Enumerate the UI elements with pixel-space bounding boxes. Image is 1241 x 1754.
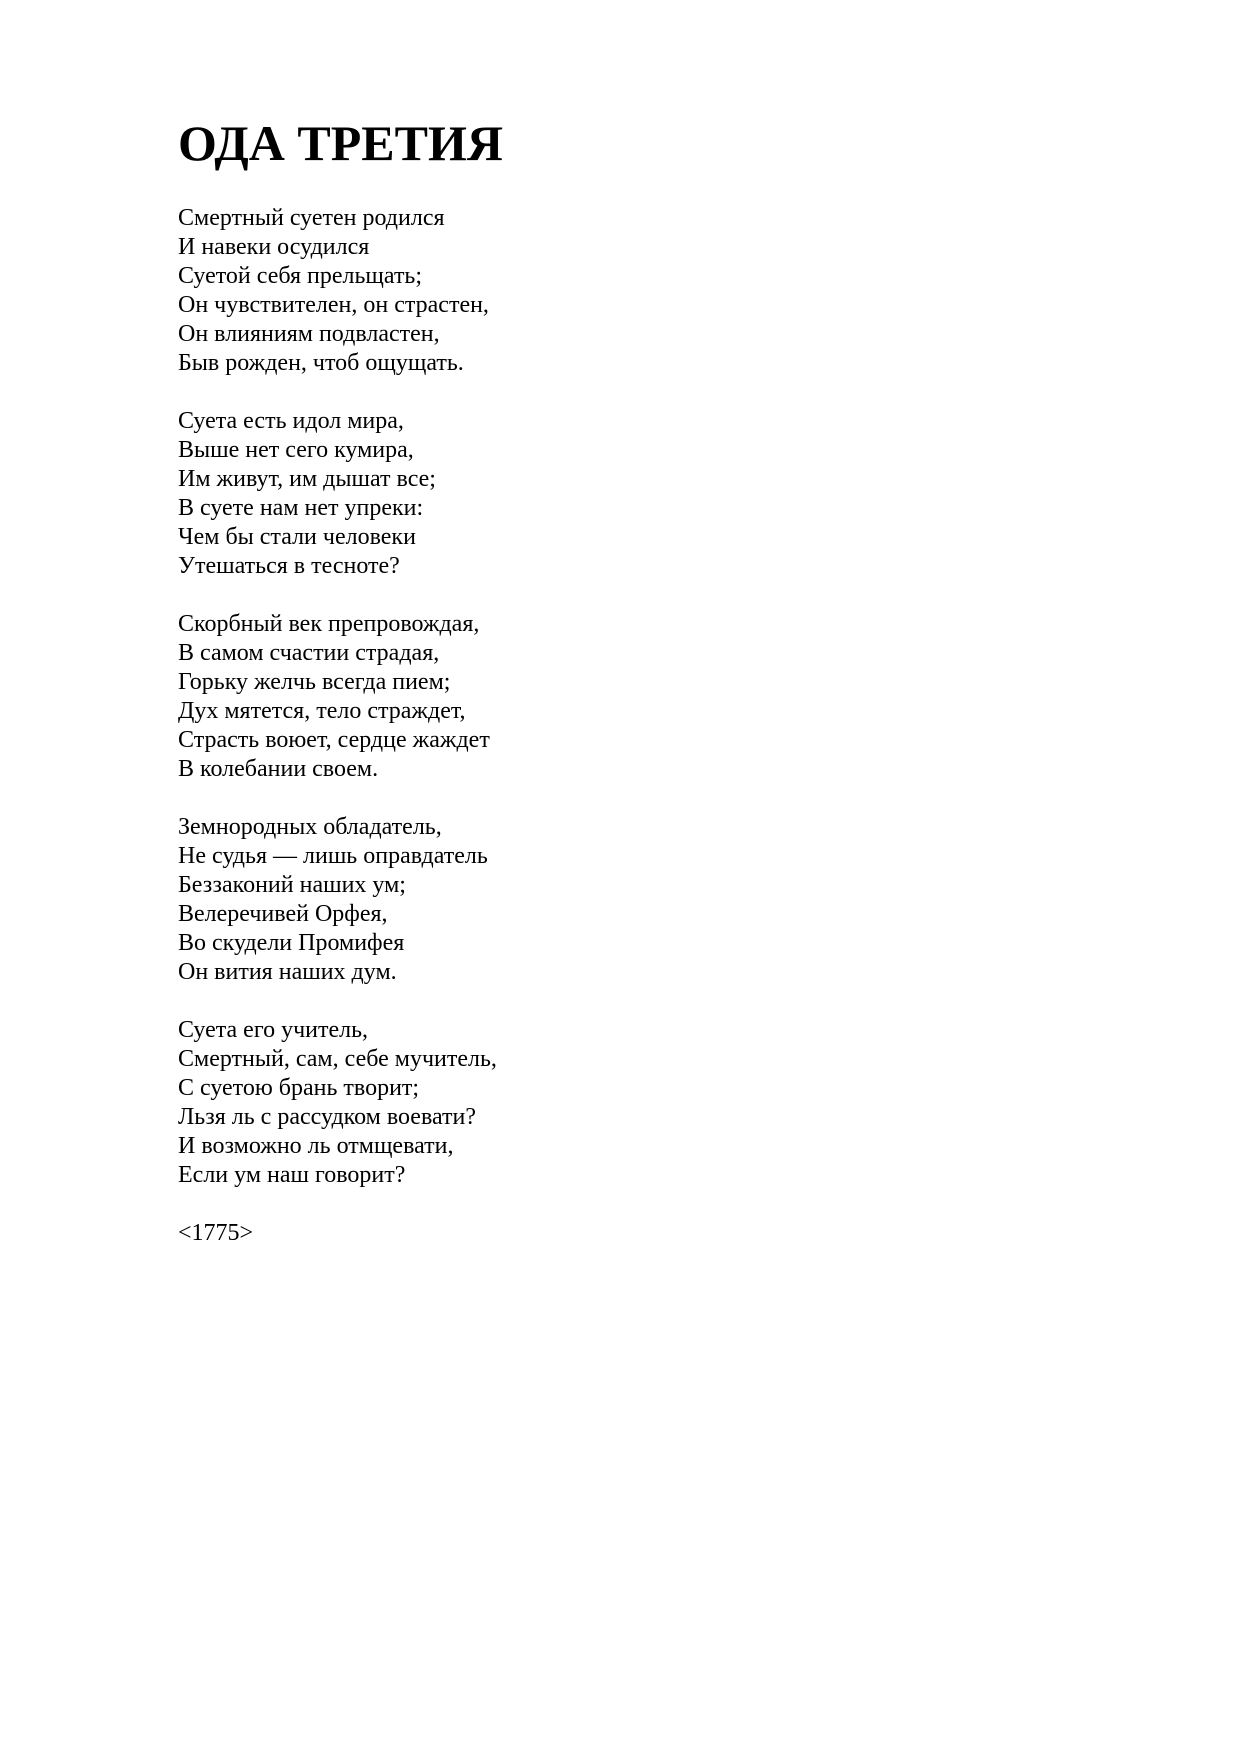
poem-line: Суета его учитель, — [178, 1017, 369, 1043]
poem-line: Им живут, им дышат все; — [178, 466, 436, 492]
poem-line: Беззаконий наших ум; — [178, 872, 406, 898]
poem-line: Суетой себя прельщать; — [178, 263, 423, 289]
poem-line: Он чувствителен, он страстен, — [178, 292, 489, 318]
poem-line: Выше нет сего кумира, — [178, 437, 414, 463]
poem-line: В суете нам нет упреки: — [178, 495, 424, 521]
poem-line: Дух мятется, тело страждет, — [178, 698, 466, 724]
poem-line: И возможно ль отмщевати, — [178, 1133, 454, 1159]
poem-line: Страсть воюет, сердце жаждет — [178, 727, 490, 753]
poem-line: И навеки осудился — [178, 234, 370, 260]
poem-line: Земнородных обладатель, — [178, 814, 442, 840]
poem-line: В самом счастии страдая, — [178, 640, 440, 666]
poem-line: Он влияниям подвластен, — [178, 321, 440, 347]
poem-line: Горьку желчь всегда пием; — [178, 669, 451, 695]
stanza-4 — [178, 813, 488, 987]
stanza-5 — [178, 1016, 497, 1190]
poem-line: С суетою брань творит; — [178, 1075, 420, 1101]
poem-line: Во скудели Промифея — [178, 930, 405, 956]
poem-line: Не судья — лишь оправдатель — [178, 843, 488, 869]
poem-line: В колебании своем. — [178, 756, 379, 782]
poem-line: Смертный суетен родился — [178, 205, 445, 231]
stanza-1 — [178, 204, 489, 378]
poem-line: Он вития наших дум. — [178, 959, 397, 985]
poem-line: Скорбный век препровождая, — [178, 611, 480, 637]
poem-title: ОДА ТРЕТИЯ — [178, 115, 503, 171]
poem-line: Утешаться в тесноте? — [178, 553, 400, 579]
poem-line: Быв рожден, чтоб ощущать. — [178, 350, 464, 376]
poem-line: Если ум наш говорит? — [178, 1162, 406, 1188]
poem-line: Велеречивей Орфея, — [178, 901, 388, 927]
poem-line: Льзя ль с рассудком воевати? — [178, 1104, 476, 1130]
poem-line: Смертный, сам, себе мучитель, — [178, 1046, 497, 1072]
stanza-2 — [178, 407, 436, 581]
poem-line: Суета есть идол мира, — [178, 408, 404, 434]
poem-date: <1775> — [178, 1220, 254, 1246]
poem-line: Чем бы стали человеки — [178, 524, 416, 550]
stanza-3 — [178, 610, 490, 784]
